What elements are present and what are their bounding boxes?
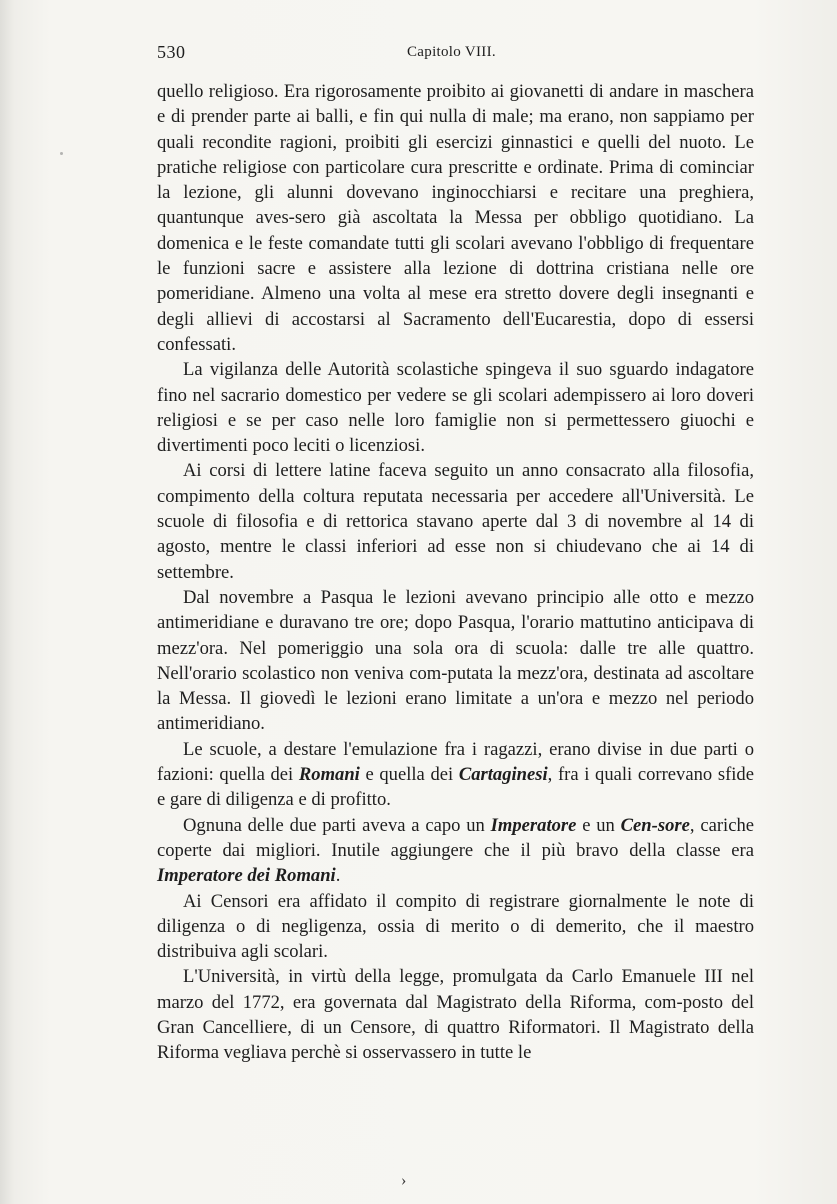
term-imperatore: Imperatore (490, 814, 577, 836)
page-header (157, 42, 754, 66)
page-edge-shadow (0, 0, 14, 1204)
paper-speck (60, 152, 63, 155)
running-head: Capitolo VIII. (407, 44, 496, 60)
term-romani: Romani (298, 764, 360, 786)
paragraph-6: Ognuna delle due parti aveva a capo un Imperatore e un Cen-sore, cariche coperte dai migliori. Inutile aggiungere che il più bravo della classe era Imperatore dei Romani. (157, 814, 754, 887)
term-censore: Cen-sore (620, 814, 690, 836)
page-number: 530 (157, 42, 186, 62)
term-imperatore-dei-romani: Imperatore dei Romani (157, 865, 336, 887)
paragraph-3: Ai corsi di lettere latine faceva seguito un anno consacrato alla filosofia, compimento della coltura reputata necessaria per accedere all'Università. Le scuole di filosofia e di rettorica stavano aperte dal 3 di novembre al 14 di agosto, mentre le classi inferiori ad esse non si chiudevano che ai 14 di settembre. (157, 460, 754, 583)
term-cartaginesi: Cartaginesi (458, 764, 548, 786)
paragraph-1: quello religioso. Era rigorosamente proibito ai giovanetti di andare in maschera e di prender parte ai balli, e fin qui nulla di male; ma erano, non sappiamo per quali recondite ragioni, proibiti gli esercizi ginnastici e quelli del nuoto. Le pratiche religiose con particolare cura prescritte e ordinate. Prima di cominciar la lezione, gli alunni dovevano inginocchiarsi e recitare una preghiera, quantunque aves-sero già ascoltata la Messa per obbligo quotidiano. La domenica e le feste comandate tutti gli scolari avevano l'obbligo di frequentare le funzioni sacre e assistere alla lezione di dottrina cristiana nelle ore pomeridiane. Almeno una volta al mese era stretto dovere degli insegnanti e degli allievi di accostarsi al Sacramento dell'Eucarestia, dopo di essersi confessati. (157, 81, 754, 355)
paragraph-4: Dal novembre a Pasqua le lezioni avevano principio alle otto e mezzo antimeridiane e duravano tre ore; dopo Pasqua, l'orario mattutino anticipava di mezz'ora. Nel pomeriggio una sola ora di scuola: dalle tre alle quattro. Nell'orario scolastico non veniva com-putata la mezz'ora, destinata ad ascoltare la Messa. Il giovedì le lezioni erano limitate a un'ora e mezzo nel periodo antimeridiano. (157, 586, 754, 735)
paragraph-8: L'Università, in virtù della legge, promulgata da Carlo Emanuele III nel marzo del 1772, era governata dal Magistrato della Riforma, com-posto del Gran Cancelliere, di un Censore, di quattro Riformatori. Il Magistrato della Riforma vegliava perchè si osservassero in tutte le (157, 966, 754, 1064)
paragraph-7: Ai Censori era affidato il compito di registrare giornalmente le note di diligenza o di negligenza, ossia di merito o di demerito, che il maestro distribuiva agli scolari. (157, 890, 754, 963)
paragraph-5: Le scuole, a destare l'emulazione fra i ragazzi, erano divise in due parti o fazioni: quella dei Romani e quella dei Cartaginesi, fra i quali correvano sfide e gare di diligenza e di profitto. (157, 738, 754, 811)
body-text (157, 79, 754, 1066)
footer-mark: › (401, 1172, 407, 1189)
paragraph-2: La vigilanza delle Autorità scolastiche spingeva il suo sguardo indagatore fino nel sacrario domestico per vedere se gli scolari adempissero ai loro doveri religiosi e se per caso nelle loro famiglie non si permettessero giuochi e divertimenti poco leciti o licenziosi. (157, 359, 754, 457)
